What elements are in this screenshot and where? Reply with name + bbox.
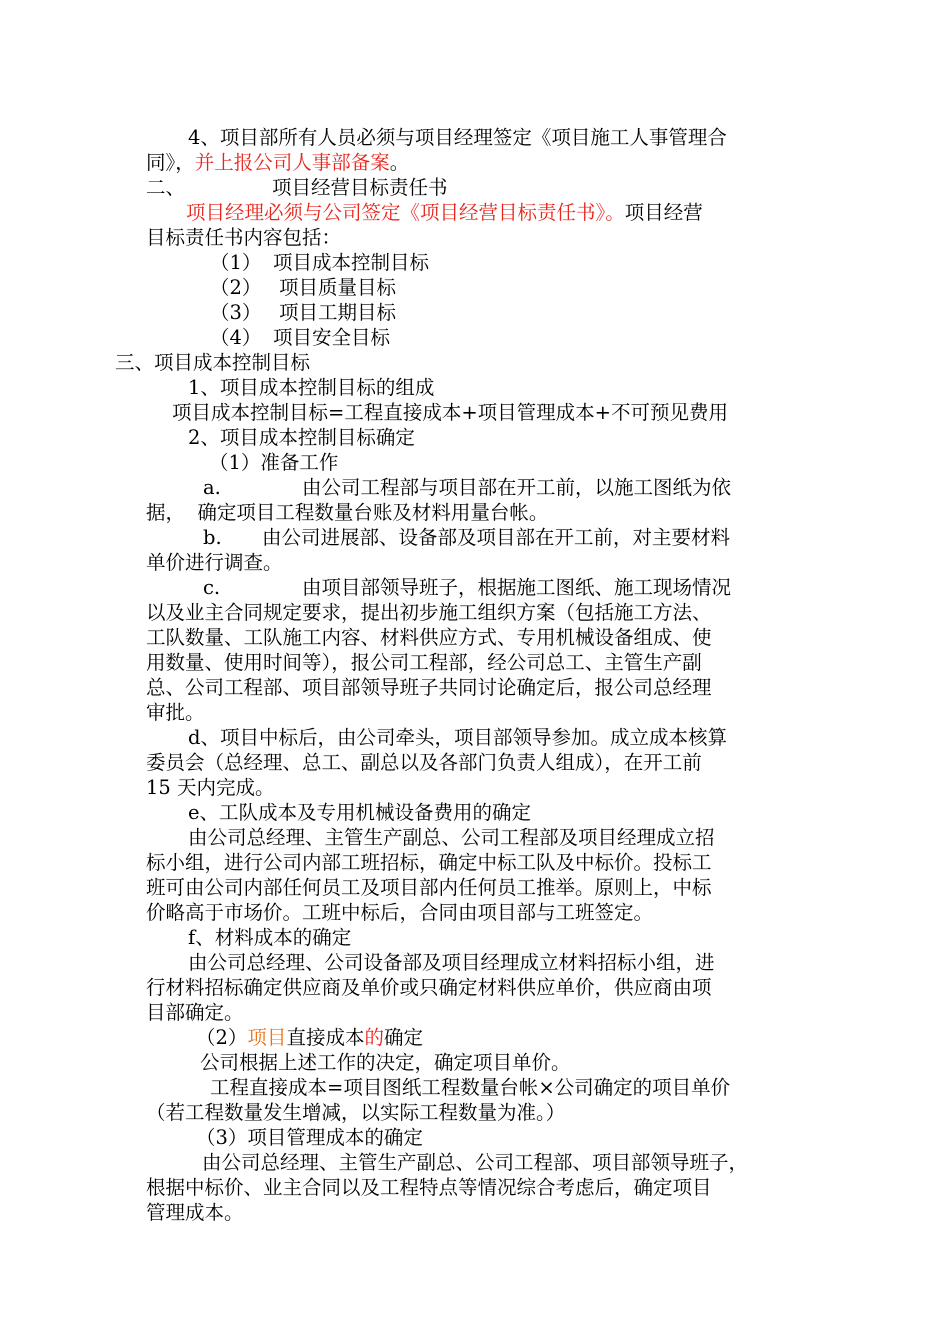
para-line: 委员会（总经理、总工、副总以及各部门负责人组成），在开工前	[146, 751, 702, 774]
para-line: 班可由公司内部任何员工及项目部内任何员工推举。原则上，中标	[146, 876, 712, 899]
list-item: （4）	[210, 326, 262, 349]
para-line: 公司根据上述工作的决定，确定项目单价。	[200, 1051, 571, 1074]
para-line: 4、项目部所有人员必须与项目经理签定《项目施工人事管理合	[188, 126, 727, 149]
para-line: 以及业主合同规定要求，提出初步施工组织方案（包括施工方法、	[146, 601, 712, 624]
subheading: e、工队成本及专用机械设备费用的确定	[188, 801, 532, 824]
formula-line: 项目成本控制目标=工程直接成本+项目管理成本+不可预见费用	[172, 401, 729, 424]
subheading: （3）项目管理成本的确定	[196, 1126, 423, 1149]
para-line: 管理成本。	[146, 1201, 244, 1224]
para-line: 15 天内完成。	[146, 776, 275, 799]
highlight-orange: 项目	[247, 1026, 287, 1049]
para-line: 由公司工程部与项目部在开工前，以施工图纸为依	[302, 476, 732, 499]
subheading: 2、项目成本控制目标确定	[188, 426, 415, 449]
para-line: 由公司进展部、设备部及项目部在开工前，对主要材料	[262, 526, 731, 549]
list-item-text: 项目质量目标	[279, 276, 397, 299]
para-line: 总、公司工程部、项目部领导班子共同讨论确定后，报公司总经理	[146, 676, 712, 699]
para-line: 由公司总经理、主管生产副总、公司工程部及项目经理成立招	[188, 826, 715, 849]
para-line: 工队数量、工队施工内容、材料供应方式、专用机械设备组成、使	[146, 626, 712, 649]
para-line: 目部确定。	[146, 1001, 244, 1024]
para-line: 标小组，进行公司内部工班招标，确定中标工队及中标价。投标工	[146, 851, 712, 874]
subheading: 1、项目成本控制目标的组成	[188, 376, 435, 399]
para-line: 价略高于市场价。工班中标后，合同由项目部与工班签定。	[146, 901, 654, 924]
list-item: （3）	[210, 301, 262, 324]
item-marker: c.	[203, 576, 221, 599]
subheading: f、材料成本的确定	[188, 926, 352, 949]
section-heading: 二、	[146, 176, 186, 199]
item-marker: b.	[203, 526, 222, 549]
list-item: （1）	[210, 251, 262, 274]
para-line: 由公司总经理、主管生产副总、公司工程部、项目部领导班子，	[202, 1151, 749, 1174]
list-item: （2）	[210, 276, 262, 299]
para-line: d、项目中标后，由公司牵头，项目部领导参加。成立成本核算	[188, 726, 727, 749]
subheading: （2）项目直接成本的确定	[196, 1026, 423, 1049]
para-line: 同》，并上报公司人事部备案。	[146, 151, 410, 174]
highlight-red: 的	[364, 1026, 384, 1049]
para-line: 用数量、使用时间等），报公司工程部，经公司总工、主管生产副	[146, 651, 702, 674]
para-line: 单价进行调查。	[146, 551, 283, 574]
highlight-red: 项目经理必须与公司签定《项目经营目标责任书》。	[186, 201, 625, 224]
section-heading: 三、项目成本控制目标	[115, 351, 311, 374]
list-item-text: 项目安全目标	[273, 326, 391, 349]
para-line: 据， 确定项目工程数量台账及材料用量台帐。	[146, 501, 549, 524]
section-heading-title: 项目经营目标责任书	[272, 176, 448, 199]
para-line: （若工程数量发生增减，以实际工程数量为准。）	[146, 1101, 566, 1124]
para-line: 项目经理必须与公司签定《项目经营目标责任书》。项目经营	[186, 201, 703, 224]
item-marker: a.	[203, 476, 221, 499]
para-line: 审批。	[146, 701, 205, 724]
para-line: 目标责任书内容包括：	[146, 226, 342, 249]
para-line: 由项目部领导班子，根据施工图纸、施工现场情况	[302, 576, 732, 599]
para-line: 根据中标价、业主合同以及工程特点等情况综合考虑后，确定项目	[146, 1176, 712, 1199]
list-item-text: 项目成本控制目标	[273, 251, 430, 274]
highlight-red: 并上报公司人事部备案	[194, 151, 390, 174]
para-line: 由公司总经理、公司设备部及项目经理成立材料招标小组，进	[188, 951, 715, 974]
para-line: 行材料招标确定供应商及单价或只确定材料供应单价，供应商由项	[146, 976, 712, 999]
formula-line: 工程直接成本=项目图纸工程数量台帐×公司确定的项目单价	[210, 1076, 731, 1099]
list-item-text: 项目工期目标	[279, 301, 397, 324]
subheading: （1）准备工作	[209, 451, 339, 474]
